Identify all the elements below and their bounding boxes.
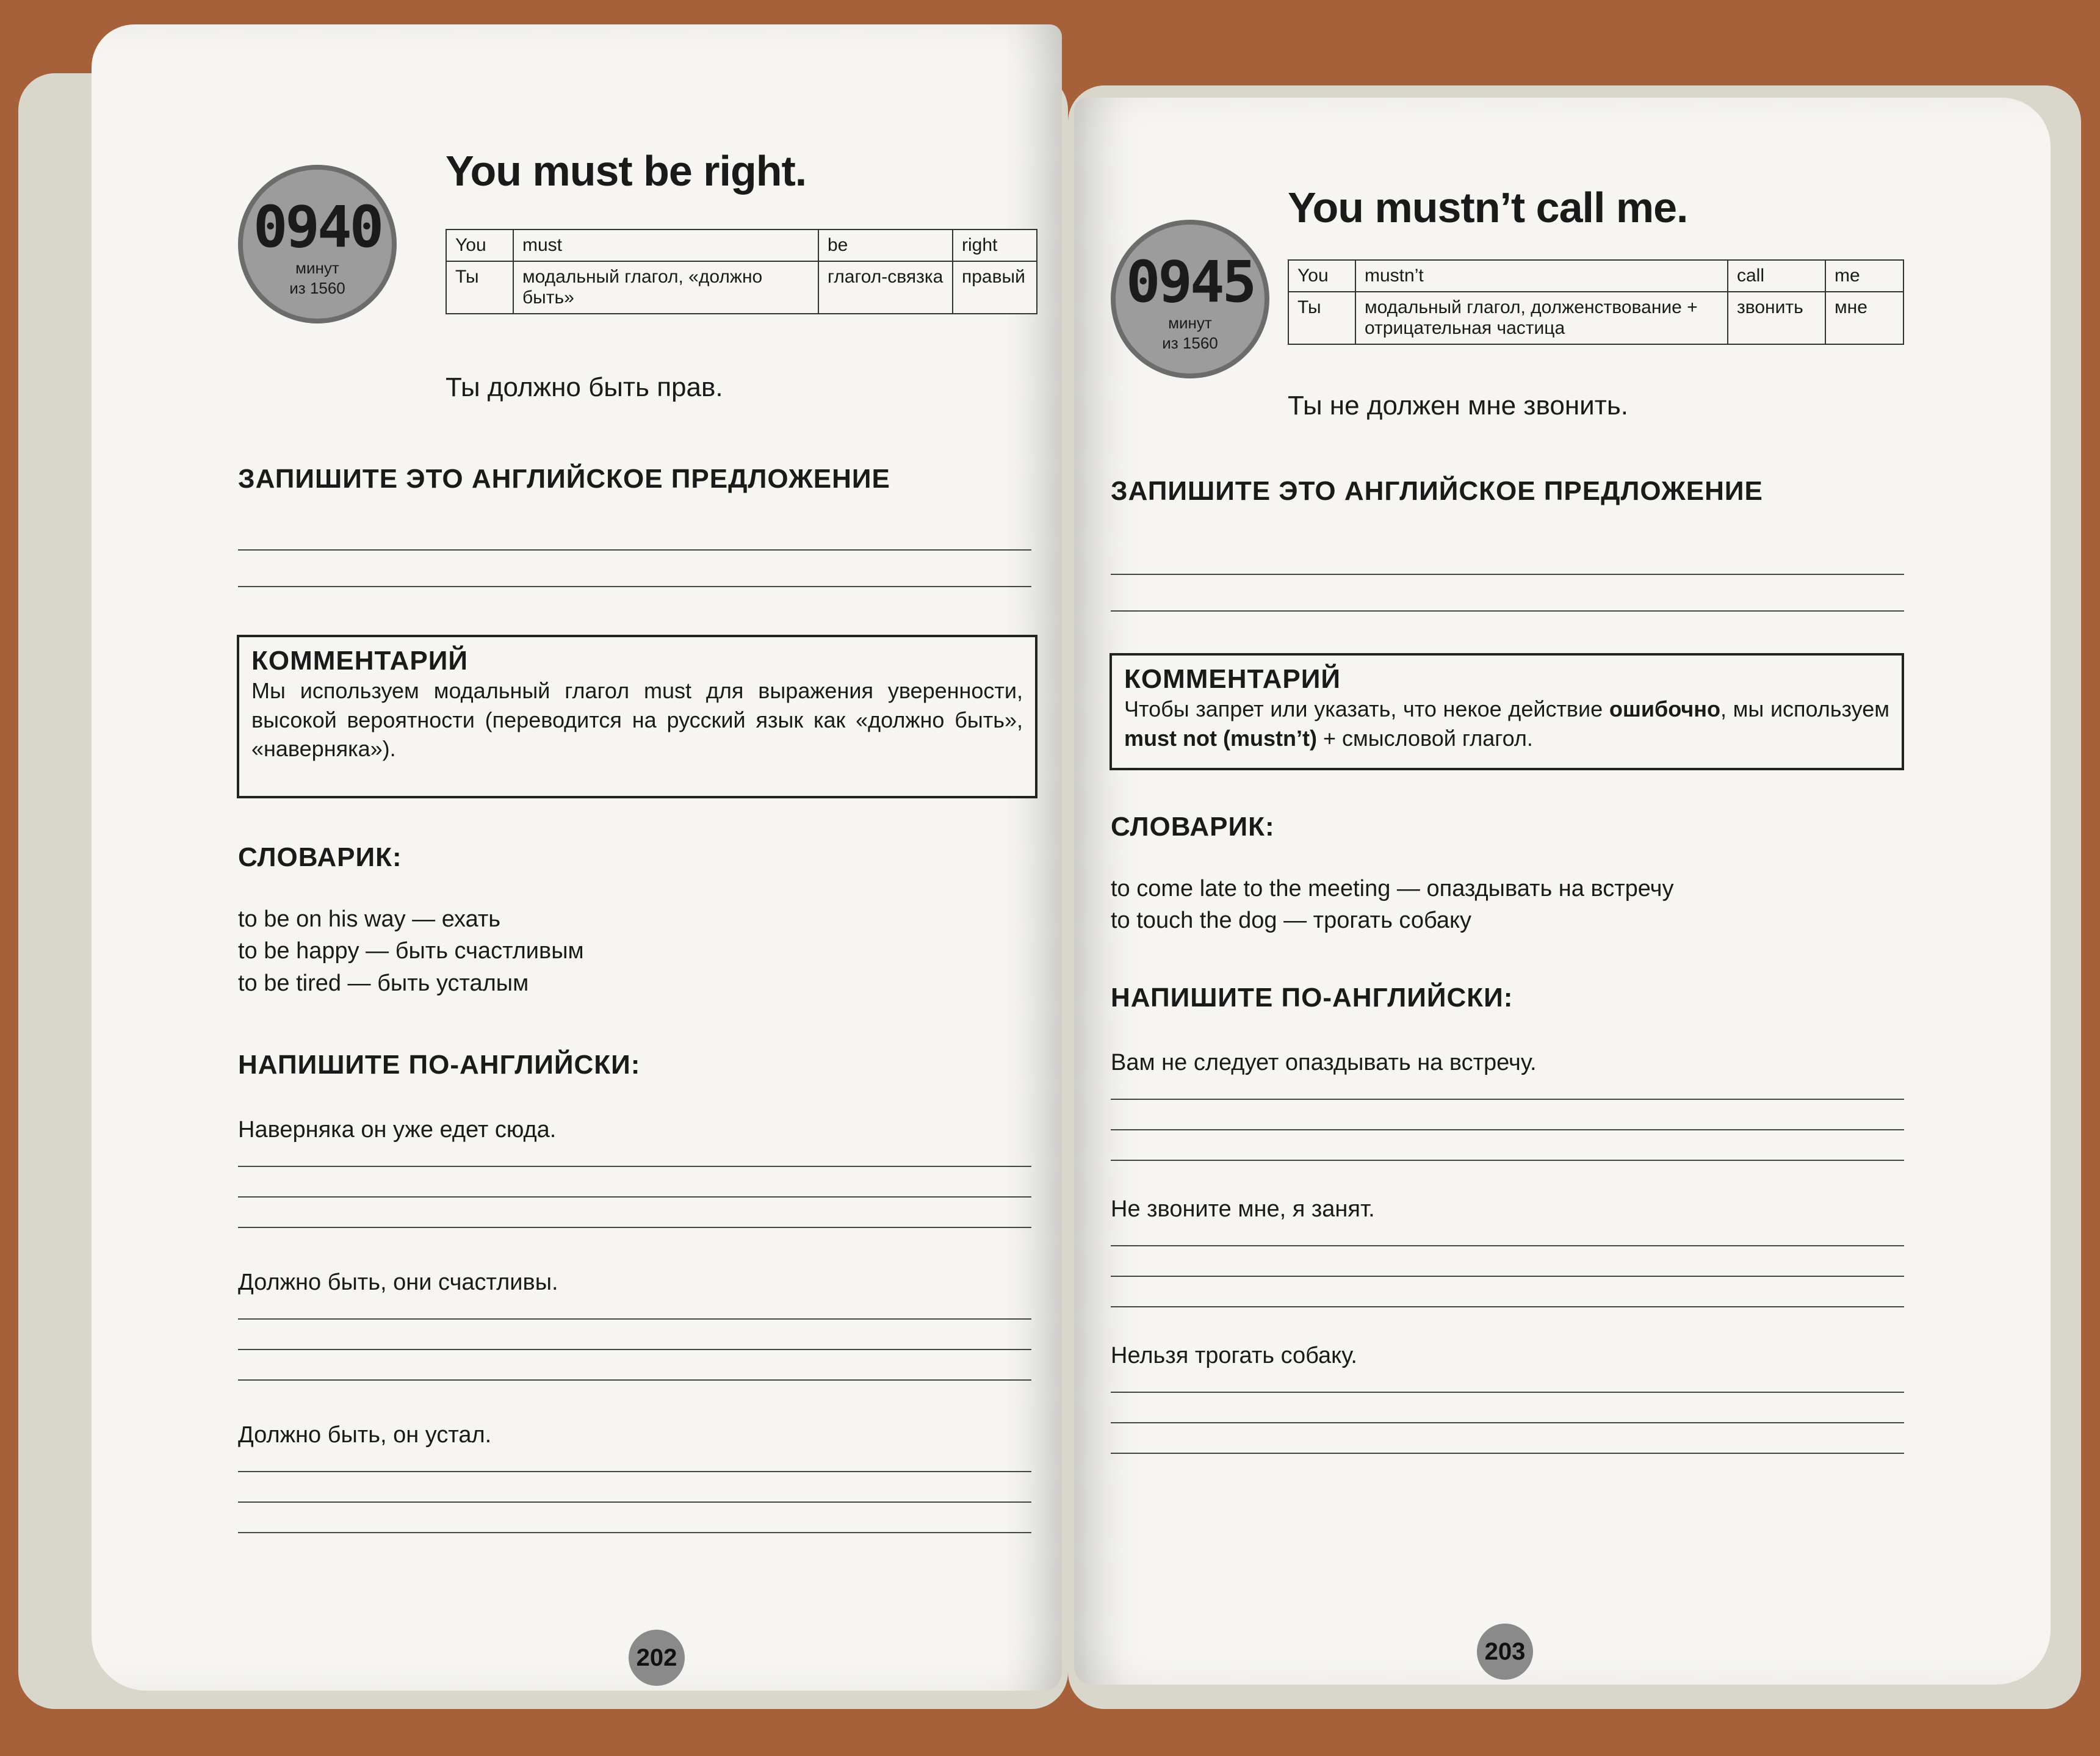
answer-line[interactable] (1111, 1129, 1904, 1130)
answer-line[interactable] (1111, 1160, 1904, 1161)
answer-line[interactable] (238, 1379, 1031, 1381)
answer-line[interactable] (238, 1532, 1031, 1533)
vocab-list (238, 903, 584, 999)
counter-minutes-label: минут (295, 259, 339, 277)
vocab-item: to be on his way — ехать (238, 906, 501, 932)
answer-line[interactable] (238, 1471, 1031, 1472)
table-cell: глагол-связка (818, 261, 953, 314)
table-cell: me (1825, 260, 1903, 292)
table-cell: must (513, 229, 818, 261)
sentence-translation: Ты не должен мне звонить. (1288, 391, 1629, 421)
comment-box (1110, 653, 1904, 770)
vocab-item: to be happy — быть счастливым (238, 938, 584, 964)
page-number: 203 (1477, 1624, 1533, 1680)
table-row (446, 261, 1037, 314)
vocab-item: to be tired — быть усталым (238, 970, 529, 996)
answer-line[interactable] (1111, 1276, 1904, 1277)
table-cell: right (953, 229, 1037, 261)
vocab-item: to come late to the meeting — опаздывать на встречу (1111, 876, 1674, 901)
table-cell: mustn’t (1355, 260, 1728, 292)
minute-counter (238, 165, 397, 323)
counter-digits: 0945 (1125, 249, 1255, 316)
comment-title: КОММЕНТАРИЙ (1124, 664, 1341, 694)
table-cell: You (446, 229, 513, 261)
write-heading: ЗАПИШИТЕ ЭТО АНГЛИЙСКОЕ ПРЕДЛОЖЕНИЕ (1111, 476, 1763, 506)
table-cell: правый (953, 261, 1037, 314)
answer-line[interactable] (1111, 574, 1904, 575)
table-cell: call (1728, 260, 1825, 292)
right-page (1074, 98, 2051, 1685)
write-heading: ЗАПИШИТЕ ЭТО АНГЛИЙСКОЕ ПРЕДЛОЖЕНИЕ (238, 464, 890, 494)
answer-line[interactable] (1111, 1099, 1904, 1100)
exercise-prompt: Вам не следует опаздывать на встречу. (1111, 1050, 1537, 1075)
answer-line[interactable] (238, 1196, 1031, 1198)
answer-line[interactable] (238, 1501, 1031, 1503)
exercise-heading: НАПИШИТЕ ПО-АНГЛИЙСКИ: (238, 1050, 641, 1080)
exercise-prompt: Наверняка он уже едет сюда. (238, 1117, 557, 1143)
table-row (446, 229, 1037, 261)
sentence-title: You mustn’t call me. (1288, 184, 1688, 231)
answer-line[interactable] (1111, 610, 1904, 612)
table-cell: модальный глагол, долженствование + отрицательная частица (1355, 292, 1728, 344)
minute-counter (1111, 220, 1269, 378)
exercise-prompt: Не звоните мне, я занят. (1111, 1196, 1375, 1222)
comment-text-part: , мы используем (1720, 696, 1890, 721)
table-cell: звонить (1728, 292, 1825, 344)
comment-text: Мы используем модальный глагол must для выражения уверенности, высокой вероятности (переводится на русский язык как «должно быть», «наверняка»). (251, 678, 1023, 762)
table-cell: You (1288, 260, 1355, 292)
page-number: 202 (629, 1630, 685, 1686)
gloss-table (1288, 259, 1904, 345)
answer-line[interactable] (1111, 1422, 1904, 1423)
answer-line[interactable] (1111, 1453, 1904, 1454)
table-cell: Ты (1288, 292, 1355, 344)
left-page (92, 24, 1062, 1691)
answer-line[interactable] (238, 1349, 1031, 1350)
answer-line[interactable] (238, 1227, 1031, 1228)
answer-line[interactable] (238, 1318, 1031, 1320)
counter-of-label: из 1560 (289, 279, 345, 298)
counter-of-label: из 1560 (1162, 334, 1218, 353)
table-cell: be (818, 229, 953, 261)
comment-text (1124, 695, 1889, 753)
counter-minutes-label: минут (1168, 314, 1212, 332)
table-row (1288, 292, 1903, 344)
answer-line[interactable] (1111, 1306, 1904, 1307)
table-row (1288, 260, 1903, 292)
exercise-prompt: Должно быть, они счастливы. (238, 1270, 558, 1295)
comment-text-part: + смысловой глагол. (1316, 725, 1533, 751)
answer-line[interactable] (238, 1166, 1031, 1167)
sentence-translation: Ты должно быть прав. (446, 372, 723, 402)
comment-title: КОММЕНТАРИЙ (251, 646, 468, 676)
vocab-heading: СЛОВАРИК: (238, 842, 402, 872)
table-cell: Ты (446, 261, 513, 314)
comment-bold-phrase: must not (mustn’t) (1124, 725, 1317, 751)
exercise-prompt: Должно быть, он устал. (238, 1422, 492, 1448)
gloss-table (446, 229, 1037, 314)
comment-text-part: Чтобы запрет или указать, что некое действие (1124, 696, 1609, 721)
comment-box (237, 635, 1037, 798)
table-cell: мне (1825, 292, 1903, 344)
answer-line[interactable] (1111, 1245, 1904, 1246)
answer-line[interactable] (1111, 1392, 1904, 1393)
vocab-list (1111, 873, 1673, 937)
comment-bold-word: ошибочно (1609, 696, 1720, 721)
exercise-prompt: Нельзя трогать собаку. (1111, 1343, 1357, 1368)
table-cell: модальный глагол, «должно быть» (513, 261, 818, 314)
exercise-heading: НАПИШИТЕ ПО-АНГЛИЙСКИ: (1111, 983, 1514, 1013)
sentence-title: You must be right. (446, 147, 807, 195)
counter-digits: 0940 (253, 194, 382, 261)
vocab-heading: СЛОВАРИК: (1111, 812, 1275, 842)
answer-line[interactable] (238, 586, 1031, 587)
answer-line[interactable] (238, 549, 1031, 551)
vocab-item: to touch the dog — трогать собаку (1111, 908, 1472, 934)
